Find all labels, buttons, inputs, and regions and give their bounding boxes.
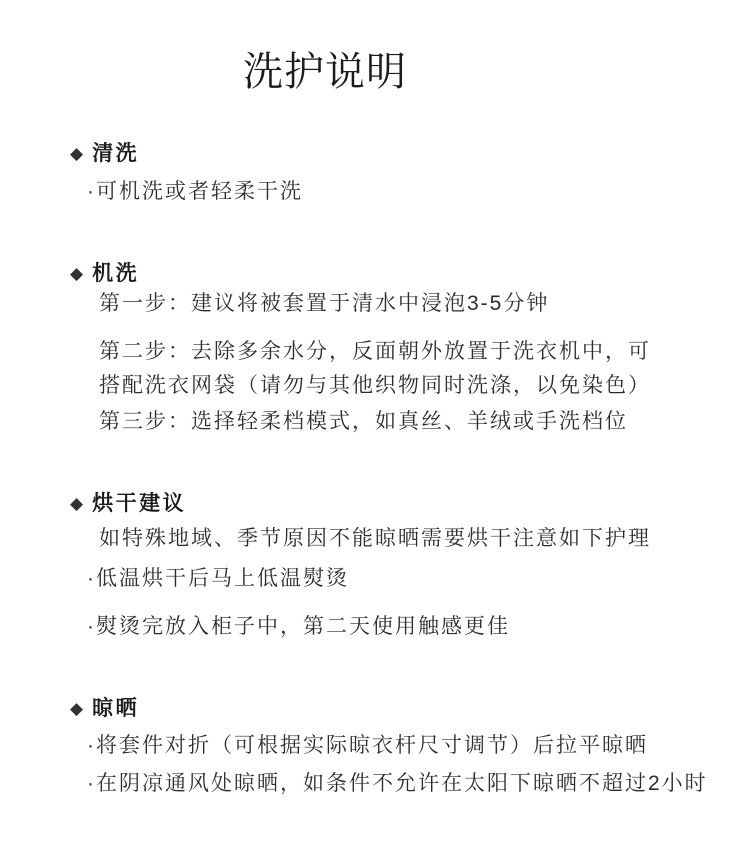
- care-note: ·可机洗或者轻柔干洗: [87, 180, 303, 203]
- diamond-bullet-icon: ◆: [70, 144, 84, 163]
- section-heading: [70, 491, 186, 518]
- diamond-bullet-icon: ◆: [70, 494, 84, 513]
- care-note: ·熨烫完放入柜子中，第二天使用触感更佳: [87, 615, 510, 638]
- care-note: ·将套件对折（可根据实际晾衣杆尺寸调节）后拉平晾晒: [87, 734, 648, 757]
- care-note: ·低温烘干后马上低温熨烫: [87, 567, 349, 590]
- diamond-bullet-icon: ◆: [70, 264, 84, 283]
- care-note: 如特殊地域、季节原因不能晾晒需要烘干注意如下护理: [99, 527, 651, 550]
- section-heading: [70, 141, 139, 168]
- page-title: 洗护说明: [243, 50, 407, 94]
- section-heading: [70, 261, 139, 288]
- care-step: 第二步：去除多余水分，反面朝外放置于洗衣机中，可搭配洗衣网袋（请勿与其他织物同时洗涤，以免染色）: [99, 340, 651, 397]
- section-heading-label: 机洗: [92, 262, 140, 285]
- section-heading-label: 清洗: [92, 142, 140, 165]
- care-step: 第三步：选择轻柔档模式，如真丝、羊绒或手洗档位: [99, 410, 628, 433]
- section-heading: [70, 696, 139, 723]
- care-step: 第一步：建议将被套置于清水中浸泡3-5分钟: [99, 292, 550, 315]
- diamond-bullet-icon: ◆: [70, 699, 84, 718]
- care-note: ·在阴凉通风处晾晒，如条件不允许在太阳下晾晒不超过2小时: [87, 772, 708, 795]
- section-heading-label: 晾晒: [92, 697, 140, 720]
- section-heading-label: 烘干建议: [92, 492, 187, 515]
